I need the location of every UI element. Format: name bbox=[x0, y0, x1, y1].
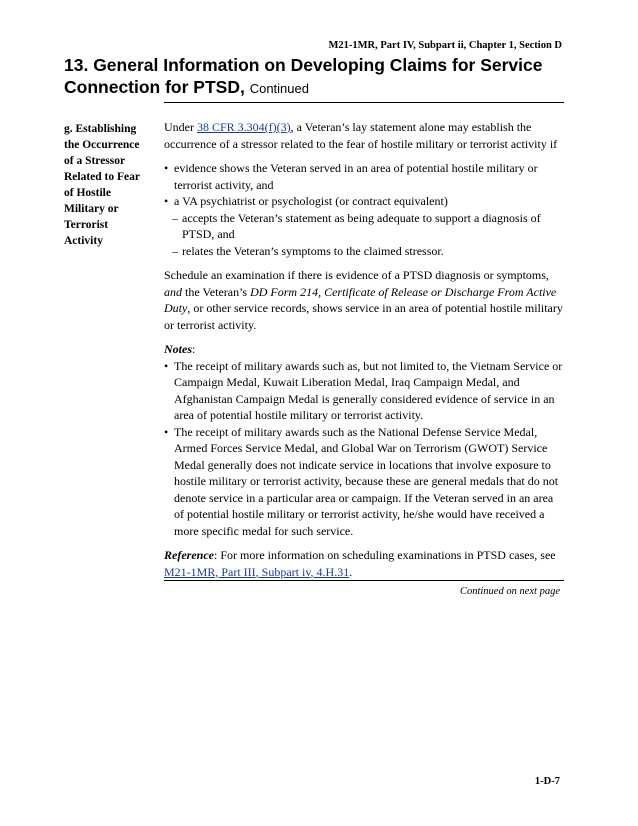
schedule-text: Schedule an examination if there is evidence of a PTSD diagnosis or symptoms, bbox=[164, 268, 549, 282]
note-item: • The receipt of military awards such as, but not limited to, the Vietnam Service or Campaign Medal, Kuwait Liberation Medal, Iraq Campaign Medal, and Afghanistan Campaign Medal is generally considered evidence of service in an area of potential hostile military or terrorist activity. bbox=[164, 358, 566, 424]
notes-heading bbox=[164, 341, 566, 358]
document-reference-header: M21-1MR, Part IV, Subpart ii, Chapter 1, Section D bbox=[328, 40, 562, 51]
footer-rule bbox=[164, 580, 564, 581]
side-heading-line: Terrorist bbox=[64, 219, 109, 231]
reference-paragraph bbox=[164, 547, 566, 580]
side-heading-line: Related to Fear bbox=[64, 171, 140, 183]
side-heading bbox=[64, 121, 156, 249]
bullet-item: • a VA psychiatrist or psychologist (or contract equivalent) bbox=[164, 193, 566, 210]
form-title: DD Form 214, Certificate of Release or Discharge From Active Duty bbox=[164, 284, 557, 315]
reference-label: Reference bbox=[164, 548, 214, 562]
header-rule bbox=[164, 102, 564, 103]
manual-reference-link[interactable]: M21-1MR, Part III, Subpart iv, 4.H.31 bbox=[164, 564, 350, 579]
section-title-text: 13. General Information on Developing Claims for Service Connection for PTSD, bbox=[64, 55, 543, 97]
page-number: 1-D-7 bbox=[534, 776, 560, 787]
reference-text: : For more information on scheduling examinations in PTSD cases, see bbox=[213, 548, 556, 562]
schedule-emphasis: and bbox=[164, 284, 182, 299]
intro-text: , a Veteran’s lay statement alone may establish the occurrence of a stressor related to the fear of hostile military or terrorist activity if bbox=[164, 120, 558, 151]
side-heading-line: of Hostile bbox=[64, 187, 111, 199]
side-heading-line: the Occurrence bbox=[64, 139, 140, 151]
section-title bbox=[64, 54, 574, 100]
note-item: • The receipt of military awards such as the National Defense Service Medal, Armed Forces Service Medal, and Global War on Terrorism (GWOT) Service Medal generally does not indicate service in locations that involve exposure to hostile military or terrorist activity, because these are general medals that do not denote service in a particular area or campaign. If the Veteran served in an area of potential hostile military or terrorist activity, he/she would have received a more specific medal for such service. bbox=[164, 424, 566, 540]
side-heading-line: Activity bbox=[64, 235, 103, 247]
schedule-paragraph bbox=[164, 267, 566, 333]
schedule-text: , or other service records, shows service in an area of potential hostile military or terrorist activity. bbox=[164, 301, 563, 332]
notes-label: Notes bbox=[164, 342, 192, 356]
side-heading-line: Military or bbox=[64, 203, 119, 215]
continued-note: Continued on next page bbox=[459, 586, 560, 597]
section-title-continued: Continued bbox=[249, 81, 309, 96]
schedule-text: the Veteran’s bbox=[182, 284, 251, 299]
cfr-link[interactable]: 38 CFR 3.304(f)(3) bbox=[197, 120, 291, 134]
intro-text: Under bbox=[164, 120, 197, 134]
main-content bbox=[164, 119, 566, 580]
side-heading-line: of a Stressor bbox=[64, 155, 126, 167]
intro-paragraph bbox=[164, 119, 566, 152]
notes-colon: : bbox=[192, 342, 196, 356]
bullet-item: • evidence shows the Veteran served in an area of potential hostile military or terrorist activity, and bbox=[164, 160, 566, 193]
side-heading-line: g. Establishing bbox=[64, 123, 137, 135]
sub-bullet-item: – relates the Veteran’s symptoms to the claimed stressor. bbox=[164, 243, 566, 260]
reference-text: . bbox=[349, 564, 353, 579]
sub-bullet-item: – accepts the Veteran’s statement as being adequate to support a diagnosis of PTSD, and bbox=[164, 210, 566, 243]
